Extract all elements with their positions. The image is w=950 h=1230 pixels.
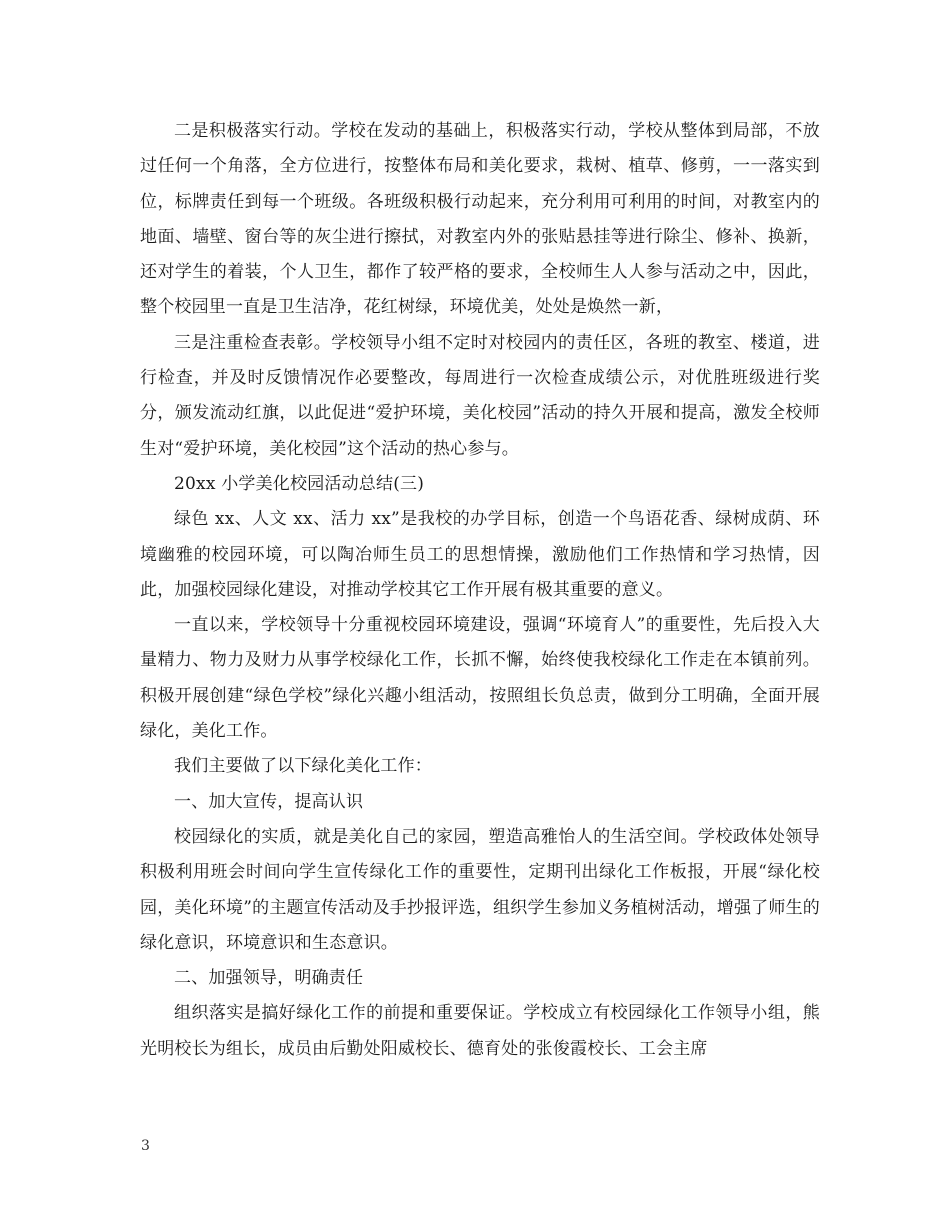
document-body: [140, 114, 820, 1067]
paragraph-action: 二是积极落实行动。学校在发动的基础上，积极落实行动，学校从整体到局部，不放过任何一个角落，全方位进行，按整体布局和美化要求，栽树、植草、修剪，一一落实到位，标牌责任到每一个班级。各班级积极行动起来，充分利用可利用的时间，对教室内的地面、墙壁、窗台等的灰尘进行擦拭，对教室内外的张贴悬挂等进行除尘、修补、换新，还对学生的着装，个人卫生，都作了较严格的要求，全校师生人人参与活动之中，因此，整个校园里一直是卫生洁净，花红树绿，环境优美，处处是焕然一新，: [140, 121, 820, 318]
subheading-publicity: 一、加大宣传，提高认识: [174, 791, 364, 812]
paragraph-publicity: 校园绿化的实质，就是美化自己的家园，塑造高雅怡人的生活空间。学校政体处领导积极利用班会时间向学生宣传绿化工作的重要性，定期刊出绿化工作板报，开展“绿化校园，美化环境”的主题宣传活动及手抄报评选，组织学生参加义务植树活动，增强了师生的绿化意识，环境意识和生态意识。: [140, 826, 820, 953]
paragraph-organization: 组织落实是搞好绿化工作的前提和重要保证。学校成立有校园绿化工作领导小组，熊光明校长为组长，成员由后勤处阳威校长、德育处的张俊霞校长、工会主席: [140, 1003, 820, 1059]
paragraph-work-intro: 我们主要做了以下绿化美化工作：: [174, 756, 432, 777]
subheading-leadership: 二、加强领导，明确责任: [174, 968, 364, 989]
section-heading-summary-3: 20xx 小学美化校园活动总结(三): [174, 473, 425, 494]
paragraph-school-goal: 绿色 xx、人文 xx、活力 xx”是我校的办学目标，创造一个鸟语花香、绿树成荫、环境幽雅的校园环境，可以陶冶师生员工的思想情操，激励他们工作热情和学习热情，因此，加强校园绿化建设，对推动学校其它工作开展有极其重要的意义。: [140, 509, 820, 600]
paragraph-inspection: 三是注重检查表彰。学校领导小组不定时对校园内的责任区，各班的教室、楼道，进行检查，并及时反馈情况作必要整改，每周进行一次检查成绩公示，对优胜班级进行奖分，颁发流动红旗，以此促进“爱护环境，美化校园”活动的持久开展和提高，激发全校师生对“爱护环境，美化校园”这个活动的热心参与。: [140, 332, 820, 459]
paragraph-leadership-attention: 一直以来，学校领导十分重视校园环境建设，强调“环境育人”的重要性，先后投入大量精力、物力及财力从事学校绿化工作，长抓不懈，始终使我校绿化工作走在本镇前列。积极开展创建“绿色学校”绿化兴趣小组活动，按照组长负总责，做到分工明确，全面开展绿化，美化工作。: [140, 615, 820, 742]
page-number: 3: [141, 1138, 150, 1154]
